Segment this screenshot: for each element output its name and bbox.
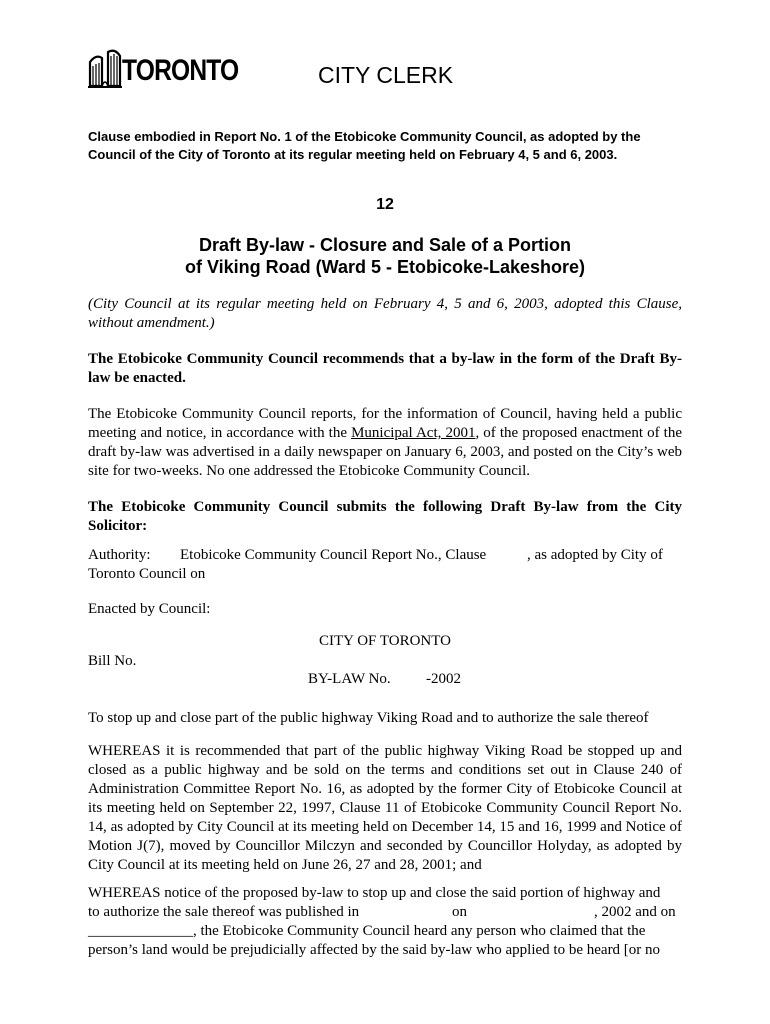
submission: The Etobicoke Community Council submits the following Draft By-law from the City Solicitor: [88, 499, 682, 534]
intro-statement [88, 128, 694, 164]
report-text-2: , of the proposed enactment of the draft by-law was advertised in a daily newspaper on January 6, 2003, and posted on the City’s web site for two-weeks. No one addressed the Etobicoke Community Council. [88, 425, 682, 479]
whereas-2-line-2b: on [452, 904, 467, 920]
bill-number: Bill No. [88, 653, 137, 669]
report-paragraph [88, 405, 682, 481]
authority-label: Authority: [88, 547, 151, 563]
authority-text-2: , as adopted by City of [527, 547, 663, 563]
authority-line-2: Toronto Council on [88, 566, 206, 582]
authority-text-1: Etobicoke Community Council Report No., Clause [180, 547, 487, 563]
enacted-by-council: Enacted by Council: [88, 601, 211, 617]
whereas-2-line-2a: to authorize the sale thereof was published in [88, 904, 360, 920]
department-title: CITY CLERK [318, 62, 454, 88]
city-hall-icon [88, 48, 122, 88]
intro-line-1: Clause embodied in Report No. 1 of the Etobicoke Community Council, as adopted by the [88, 129, 641, 144]
municipal-act-reference: Municipal Act, 2001 [351, 425, 476, 441]
adoption-note: (City Council at its regular meeting held on February 4, 5 and 6, 2003, adopted this Clause, without amendment.) [88, 296, 682, 331]
recommendation: The Etobicoke Community Council recommends that a by-law in the form of the Draft By-law be enacted. [88, 351, 682, 386]
letterhead [88, 44, 688, 100]
report-text-1: The Etobicoke Community Council reports, for the information of Council, having held a public meeting and notice, in accordance with the [88, 406, 682, 441]
bylaw-purpose: To stop up and close part of the public highway Viking Road and to authorize the sale thereof [88, 710, 649, 726]
bylaw-year: -2002 [426, 671, 461, 687]
clause-title-line-1: Draft By-law - Closure and Sale of a Portion [198, 235, 572, 255]
bylaw-number-label: BY-LAW No. [308, 671, 391, 687]
bylaw-city: CITY OF TORONTO [319, 633, 451, 649]
clause-title [88, 234, 682, 278]
intro-line-2: Council of the City of Toronto at its regular meeting held on February 4, 5 and 6, 2003. [88, 147, 618, 162]
whereas-2-line-4: person’s land would be prejudicially affected by the said by-law who applied to be heard [or no [88, 942, 661, 958]
clause-title-line-2: of Viking Road (Ward 5 - Etobicoke-Lakeshore) [184, 257, 586, 277]
logo-wordmark: TORONTO [122, 54, 239, 87]
clause-number: 12 [376, 196, 394, 213]
whereas-2-line-2c: , 2002 and on [594, 904, 676, 920]
whereas-paragraph-1: WHEREAS it is recommended that part of the public highway Viking Road be stopped up and closed as a public highway and be sold on the terms and conditions set out in Clause 240 of Administration Committee Report No. 16, as adopted by the former City of Etobicoke Council at its meeting held on September 22, 1997, Clause 11 of Etobicoke Community Council Report No. 14, as adopted by City Council at its meeting held on December 14, 15 and 16, 1999 and Notice of Motion J(7), moved by Councillor Milczyn and seconded by Councillor Holyday, as adopted by City Council at its meeting held on June 26, 27 and 28, 2001; and [88, 743, 682, 873]
whereas-2-line-1: WHEREAS notice of the proposed by-law to stop up and close the said portion of highway and [88, 885, 661, 901]
whereas-2-line-3: ______________, the Etobicoke Community Council heard any person who claimed that the [88, 923, 646, 939]
